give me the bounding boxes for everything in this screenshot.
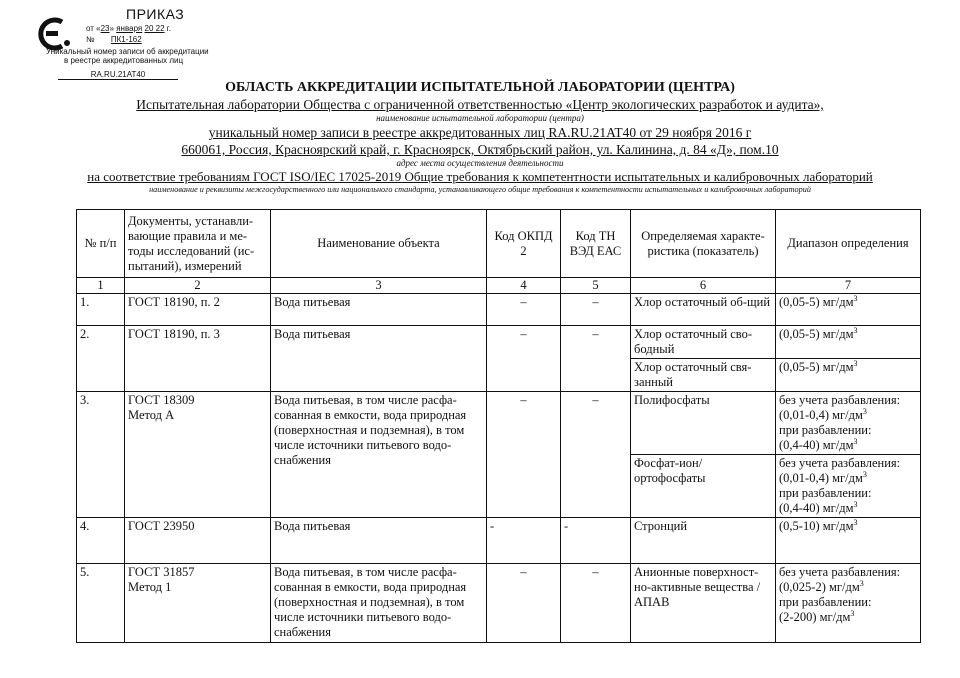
stamp-registry-label-2: в реестре аккредитованных лиц xyxy=(64,56,184,65)
column-number: 5 xyxy=(561,278,631,294)
row-number: 4. xyxy=(77,518,125,564)
header-characteristic: Определяемая характе-ристика (показатель) xyxy=(631,210,776,278)
row-tnved: - xyxy=(561,518,631,564)
header-okpd: Код ОКПД 2 xyxy=(487,210,561,278)
stamp-date-year: 20 22 xyxy=(144,24,165,33)
stamp-title: ПРИКАЗ xyxy=(126,6,185,22)
row-characteristic: Стронций xyxy=(631,518,776,564)
accreditation-scope-table xyxy=(76,209,921,643)
stamp-order-number-value: ПК1-162 xyxy=(110,35,142,44)
row-characteristic: Фосфат-ион/ ортофосфаты xyxy=(631,455,776,518)
table-row xyxy=(77,326,921,359)
row-range: без учета разбавления: (0,025-2) $мг/дм^3$ при разбавлении: (2-200) $мг/дм^3$ xyxy=(776,564,921,643)
row-document: ГОСТ 18190, п. 3 xyxy=(125,326,271,392)
row-object: Вода питьевая, в том числе расфа-сованная в емкости, вода природная (поверхностная и подземная), в том числе источники питьевого водо-снабжения xyxy=(271,392,487,518)
row-characteristic: Хлор остаточный сво-бодный xyxy=(631,326,776,359)
row-object: Вода питьевая, в том числе расфа-сованная в емкости, вода природная (поверхностная и подземная), в том числе источники питьевого водо-снабжения xyxy=(271,564,487,643)
row-tnved: – xyxy=(561,294,631,326)
header-documents: Документы, устанавли-вающие правила и ме-тоды исследований (ис-пытаний), измерений xyxy=(125,210,271,278)
row-okpd: – xyxy=(487,326,561,392)
row-document: ГОСТ 18309 Метод А xyxy=(125,392,271,518)
row-characteristic: Анионные поверхност-но-активные вещества /АПАВ xyxy=(631,564,776,643)
column-number: 3 xyxy=(271,278,487,294)
row-range: (0,5-10) $мг/дм^3$ xyxy=(776,518,921,564)
header-number: № п/п xyxy=(77,210,125,278)
column-numbers-row xyxy=(77,278,921,294)
header-object: Наименование объекта xyxy=(271,210,487,278)
header-range: Диапазон определения xyxy=(776,210,921,278)
table-row xyxy=(77,294,921,326)
standard-line: на соответствие требованиям ГОСТ ISO/IEC 17025-2019 Общие требования к компетентности испытательных и калибровочных лабораторий xyxy=(87,169,873,184)
row-tnved: – xyxy=(561,564,631,643)
row-tnved: – xyxy=(561,392,631,518)
registry-line: уникальный номер записи в реестре аккредитованных лиц RA.RU.21AT40 от 29 ноября 2016 г xyxy=(208,125,752,140)
row-number: 1. xyxy=(77,294,125,326)
header-tnved: Код ТН ВЭД ЕАС xyxy=(561,210,631,278)
stamp-registry-number: RA.RU.21AT40 xyxy=(58,70,178,80)
row-number: 2. xyxy=(77,326,125,392)
row-range: (0,05-5) $мг/дм^3$ xyxy=(776,326,921,359)
lab-name: Испытательная лаборатории Общества с ограниченной ответственностью «Центр экологических разработок и аудита», xyxy=(136,97,824,112)
table-header-row xyxy=(77,210,921,278)
column-number: 2 xyxy=(125,278,271,294)
row-characteristic: Полифосфаты xyxy=(631,392,776,455)
stamp-date-month: января xyxy=(116,24,143,33)
row-number: 3. xyxy=(77,392,125,518)
stamp-registry-label-1: Уникальный номер записи об аккредитации xyxy=(46,47,209,56)
column-number: 4 xyxy=(487,278,561,294)
row-range: без учета разбавления: (0,01-0,4) $мг/дм^3$ при разбавлении: (0,4-40) $мг/дм^3$ xyxy=(776,392,921,455)
stamp-order-number: № ПК1-162 xyxy=(86,35,148,44)
row-range: (0,05-5) $мг/дм^3$ xyxy=(776,359,921,392)
stamp-date-day: 23 xyxy=(100,24,110,33)
column-number: 6 xyxy=(631,278,776,294)
row-range: без учета разбавления: (0,01-0,4) $мг/дм^3$ при разбавлении: (0,4-40) $мг/дм^3$ xyxy=(776,455,921,518)
column-number: 1 xyxy=(77,278,125,294)
row-object: Вода питьевая xyxy=(271,326,487,392)
row-okpd: – xyxy=(487,294,561,326)
table-row xyxy=(77,518,921,564)
row-okpd: – xyxy=(487,564,561,643)
row-document: ГОСТ 23950 xyxy=(125,518,271,564)
row-object: Вода питьевая xyxy=(271,294,487,326)
row-tnved: – xyxy=(561,326,631,392)
row-document: ГОСТ 31857 Метод 1 xyxy=(125,564,271,643)
address-note: адрес места осуществления деятельности xyxy=(396,158,564,168)
row-range: (0,05-5) $мг/дм^3$ xyxy=(776,294,921,326)
row-okpd: - xyxy=(487,518,561,564)
document-title: ОБЛАСТЬ АККРЕДИТАЦИИ ИСПЫТАТЕЛЬНОЙ ЛАБОРАТОРИИ (ЦЕНТРА) xyxy=(225,80,735,95)
lab-name-note: наименование испытательной лаборатории (центра) xyxy=(376,113,584,123)
table-row xyxy=(77,564,921,643)
table-row xyxy=(77,392,921,455)
address-line: 660061, Россия, Красноярский край, г. Красноярск, Октябрьский район, ул. Калинина, д. 84 «Д», пом.10 xyxy=(181,142,779,157)
row-number: 5. xyxy=(77,564,125,643)
row-characteristic: Хлор остаточный свя-занный xyxy=(631,359,776,392)
standard-note: наименование и реквизиты межгосударственного или национального стандарта, устанавливающего общие требования к компетентности испытательных и калибровочных лабораторий xyxy=(149,185,811,194)
order-stamp xyxy=(30,4,215,82)
row-okpd: – xyxy=(487,392,561,518)
row-object: Вода питьевая xyxy=(271,518,487,564)
stamp-date: от «23» января 20 22 г. xyxy=(86,24,171,33)
row-characteristic: Хлор остаточный об-щий xyxy=(631,294,776,326)
column-number: 7 xyxy=(776,278,921,294)
row-document: ГОСТ 18190, п. 2 xyxy=(125,294,271,326)
